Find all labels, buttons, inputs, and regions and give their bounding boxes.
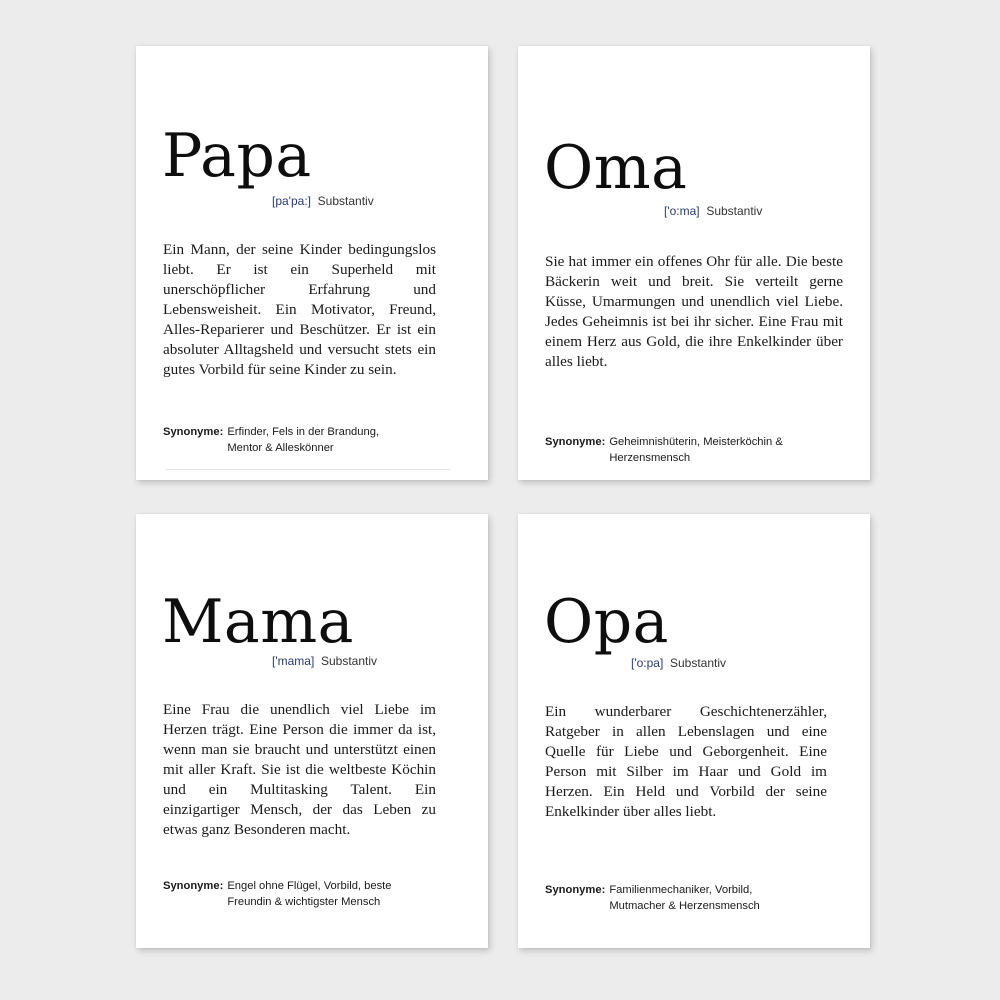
headword: Opa xyxy=(544,587,669,657)
headword: Oma xyxy=(544,133,688,203)
ipa: ['o:ma] xyxy=(664,204,700,218)
pronunciation xyxy=(631,656,726,670)
pronunciation xyxy=(664,204,762,218)
part-of-speech: Substantiv xyxy=(670,656,727,670)
definition-text: Ein wunderbarer Geschichtenerzähler, Ratgeber in allen Lebenslagen und eine Quelle für Liebe und Geborgenheit. Eine Person mit Silber im Haar und Gold im Herzen. Ein Held und Vorbild der seine Enkelkinder über alles liebt. xyxy=(545,703,827,820)
poster-card-mama xyxy=(136,514,488,948)
synonyms xyxy=(163,878,427,910)
synonyms-label: Synonyme: xyxy=(163,426,224,438)
synonyms-text: Familienmechaniker, Vorbild, Mutmacher & Herzensmensch xyxy=(609,884,760,912)
poster-card-papa xyxy=(136,46,488,480)
synonyms-text: Erfinder, Fels in der Brandung, Mentor & Alleskönner xyxy=(227,426,380,454)
synonyms-text: Engel ohne Flügel, Vorbild, beste Freundin & wichtigster Mensch xyxy=(227,880,392,908)
synonyms xyxy=(545,434,839,466)
synonyms-label: Synonyme: xyxy=(545,436,606,448)
poster-card-oma xyxy=(518,46,870,480)
divider xyxy=(166,469,450,470)
part-of-speech: Substantiv xyxy=(320,654,378,668)
synonyms xyxy=(545,882,809,914)
synonyms xyxy=(163,424,407,456)
definition-text: Ein Mann, der seine Kinder bedingungslos liebt. Er ist ein Superheld mit unerschöpflicher Erfahrung und Lebensweisheit. Ein Motivator, Freund, Alles-Reparierer und Beschützer. Er ist ein absoluter Alltagsheld und versucht stets ein gutes Vorbild für seine Kinder zu sein. xyxy=(163,241,436,378)
pronunciation xyxy=(272,194,374,208)
ipa: ['o:pa] xyxy=(631,656,664,670)
poster-card-opa xyxy=(518,514,870,948)
headword: Mama xyxy=(162,587,354,657)
definition-text: Eine Frau die unendlich viel Liebe im Herzen trägt. Eine Person die immer da ist, wenn man sie braucht und unterstützt einen mit aller Kraft. Sie ist die weltbeste Köchin und ein Multitasking Talent. Ein einzigartiger Mensch, der das Leben zu etwas ganz Besonderen macht. xyxy=(163,701,436,838)
synonyms-text: Geheimnishüterin, Meisterköchin & Herzensmensch xyxy=(609,436,783,464)
synonyms-label: Synonyme: xyxy=(163,880,224,892)
part-of-speech: Substantiv xyxy=(706,204,763,218)
synonyms-label: Synonyme: xyxy=(545,884,606,896)
ipa: ['mama] xyxy=(272,654,315,668)
definition-text: Sie hat immer ein offenes Ohr für alle. Die beste Bäckerin weit und breit. Sie verteilt gerne Küsse, Umarmungen und unendlich viel Liebe. Jedes Geheimnis ist bei ihr sicher. Eine Frau mit einem Herz aus Gold, die ihre Enkelkinder über alles liebt. xyxy=(545,253,843,370)
pronunciation xyxy=(272,654,377,668)
headword: Papa xyxy=(162,121,312,191)
ipa: [pa'pa:] xyxy=(272,194,311,208)
part-of-speech: Substantiv xyxy=(317,194,374,208)
